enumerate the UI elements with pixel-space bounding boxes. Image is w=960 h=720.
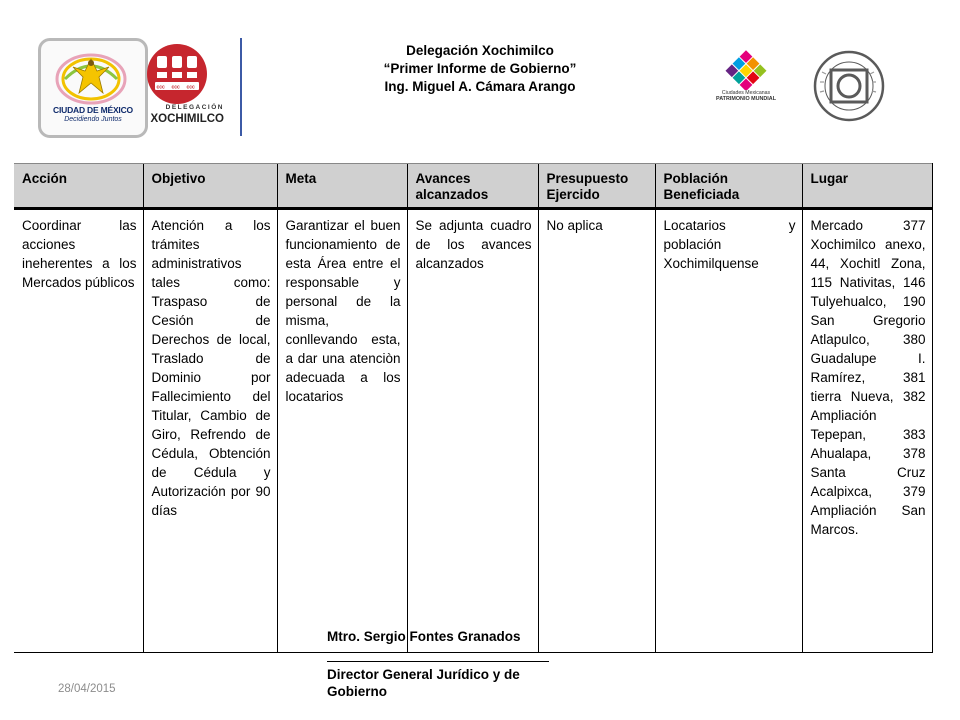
header-presupuesto: Presupuesto Ejercido: [538, 164, 655, 209]
delegacion-logo-name: XOCHIMILCO: [150, 113, 224, 125]
page-title: [330, 42, 630, 96]
patrimonio-logo-caption: [703, 90, 789, 102]
header-avances: Avances alcanzados: [407, 164, 538, 209]
world-heritage-logo: [812, 48, 886, 124]
cdmx-logo-text: CIUDAD DE MÉXICO: [53, 105, 133, 115]
header-objetivo: Objetivo: [143, 164, 277, 209]
cell-avances: Se adjunta cuadro de los avances alcanzados: [407, 209, 538, 653]
delegacion-logo-label: DELEGACIÓN: [165, 104, 224, 111]
svg-text:ccc: ccc: [156, 84, 165, 91]
header-accion: Acción: [14, 164, 143, 209]
signer-title: Director General Jurídico y de Gobierno: [327, 667, 520, 699]
header-lugar: Lugar: [802, 164, 932, 209]
cell-objetivo: Atención a los trámites administrativos tales como: Traspaso de Cesión de Derechos de local, Traslado de Dominio por Fallecimiento del Titular, Cambio de Giro, Refrendo de Cédula, Obtención de Cédula y Autorización por 90 días: [143, 209, 277, 653]
angel-emblem-icon: [51, 49, 131, 105]
delegacion-logo: [142, 44, 222, 134]
header-divider: [240, 38, 242, 136]
table-header-row: [14, 164, 932, 209]
cdmx-logo: [38, 38, 148, 138]
svg-text:ccc: ccc: [186, 84, 195, 91]
patrimonio-logo: [703, 50, 789, 122]
signature-block: [327, 628, 577, 700]
patrimonio-mosaic-icon: [703, 50, 789, 90]
header-meta: Meta: [277, 164, 407, 209]
patrimonio-line-2: PATRIMONIO MUNDIAL: [716, 96, 776, 102]
informe-table: [14, 163, 933, 653]
signature-line: [327, 645, 549, 662]
title-line-2: “Primer Informe de Gobierno”: [383, 61, 577, 76]
header-poblacion: Población Beneficiada: [655, 164, 802, 209]
patrimonio-line-1: Ciudades Mexicanas: [721, 90, 771, 96]
cell-poblacion: Locatarios y población Xochimilquense: [655, 209, 802, 653]
cell-presupuesto: No aplica: [538, 209, 655, 653]
title-line-1: Delegación Xochimilco: [406, 43, 554, 58]
svg-text:ccc: ccc: [171, 84, 180, 91]
cell-meta: Garantizar el buen funcionamiento de esta Área entre el responsable y personal de la misma, conllevando esta, a dar una atenciòn adecuada a los locatarios: [277, 209, 407, 653]
slide-date: 28/04/2015: [58, 683, 116, 695]
delegacion-seal-icon: [147, 44, 207, 104]
cell-accion: Coordinar las acciones ineherentes a los Mercados públicos: [14, 209, 143, 653]
cell-lugar: Mercado 377 Xochimilco anexo, 44, Xochitl Zona, 115 Nativitas, 146 Tulyehualco, 190 San Gregorio Atlapulco, 380 Guadalupe I. Ramírez, 381 tierra Nueva, 382 Ampliación Tepepan, 383 Ahualapa, 378 Santa Cruz Acalpixca, 379 Ampliación San Marcos.: [802, 209, 932, 653]
table-row: [14, 209, 932, 653]
world-heritage-emblem-icon: [812, 48, 886, 124]
signer-name: Mtro. Sergio Fontes Granados: [327, 629, 521, 644]
title-line-3: Ing. Miguel A. Cámara Arango: [384, 79, 576, 94]
cdmx-logo-slogan: Decidiendo Juntos: [64, 116, 122, 123]
